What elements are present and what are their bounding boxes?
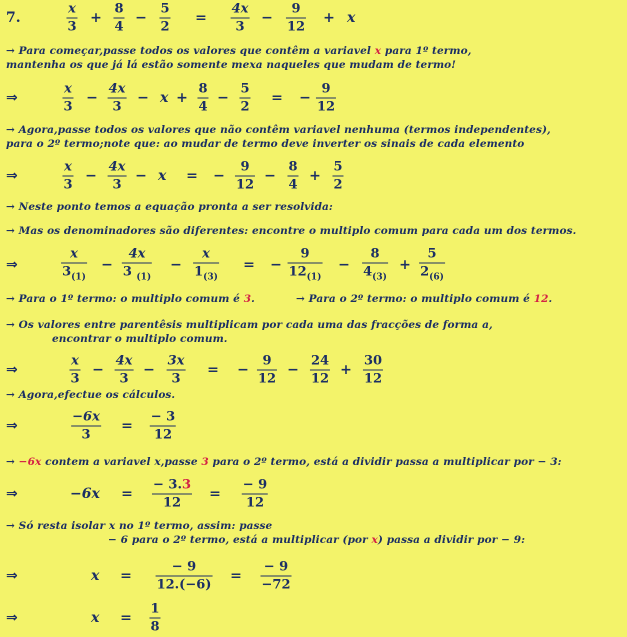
- equals-sign: =: [121, 486, 133, 502]
- minus-sign: −: [135, 10, 147, 26]
- fraction: 9 12: [286, 1, 306, 35]
- fraction: −6x 3: [72, 409, 100, 443]
- minus-sign: −: [299, 90, 311, 106]
- note-line: → Para o 2º termo: o multiplo comum é 12.: [296, 292, 553, 305]
- minus-sign: −: [137, 90, 149, 106]
- note-line: para o 2º termo;note que: ao mudar de termo deve inverter os sinais de cada elemento: [6, 137, 525, 150]
- equals-sign: =: [120, 610, 132, 626]
- fraction: 30 12: [363, 353, 383, 387]
- minus-sign: −: [143, 362, 155, 378]
- fraction: 9 $12_{(1)}$: [288, 246, 322, 283]
- fraction: 9 12: [316, 81, 336, 115]
- equals-sign: =: [209, 486, 221, 502]
- implies-arrow: ⇒: [6, 486, 18, 502]
- fraction: − 9 −72: [261, 559, 291, 593]
- fraction: x 3: [63, 81, 73, 115]
- note-line: mantenha os que já lá estão somente mexa naqueles que mudam de termo!: [6, 58, 456, 71]
- equals-sign: =: [186, 168, 198, 184]
- implies-arrow: ⇒: [6, 90, 18, 106]
- implies-arrow: ⇒: [6, 168, 18, 184]
- fraction: 5 2: [333, 159, 343, 193]
- fraction: 5 2: [240, 81, 250, 115]
- fraction: 8 4: [288, 159, 298, 193]
- problem-number: 7.: [6, 10, 21, 26]
- note-line: → Os valores entre parentêsis multiplicam por cada uma das fracções de forma a,: [6, 318, 493, 331]
- fraction: 3x 3: [167, 353, 185, 387]
- note-line: → Mas os denominadores são diferentes: encontre o multiplo comum para cada um dos termos.: [6, 224, 577, 237]
- lhs-term: x: [91, 610, 100, 626]
- fraction: 8 $4_{(3)}$: [363, 246, 387, 283]
- fraction: 24 12: [310, 353, 330, 387]
- minus-sign: −: [261, 10, 273, 26]
- note-line: → Para começar,passe todos os valores que contêm a variavel x para 1º termo,: [6, 44, 472, 57]
- plus-sign: +: [176, 90, 188, 106]
- fraction: − 3 12: [150, 409, 176, 443]
- fraction: x 3: [67, 1, 77, 35]
- note-line: → Só resta isolar x no 1º termo, assim: passe: [6, 519, 273, 532]
- minus-sign: −: [338, 257, 350, 273]
- fraction: − 9 12: [242, 477, 268, 511]
- minus-sign: −: [170, 257, 182, 273]
- equals-sign: =: [195, 10, 207, 26]
- fraction: − 3.3 12: [152, 477, 192, 511]
- fraction: 8 4: [198, 81, 208, 115]
- minus-sign: −: [92, 362, 104, 378]
- minus-sign: −: [85, 168, 97, 184]
- implies-arrow: ⇒: [6, 418, 18, 434]
- equals-sign: =: [230, 568, 242, 584]
- fraction: − 9 12.(−6): [156, 559, 212, 593]
- equals-sign: =: [271, 90, 283, 106]
- implies-arrow: ⇒: [6, 610, 18, 626]
- plus-sign: +: [309, 168, 321, 184]
- implies-arrow: ⇒: [6, 257, 18, 273]
- minus-sign: −: [237, 362, 249, 378]
- note-line: → Neste ponto temos a equação pronta a ser resolvida:: [6, 200, 333, 213]
- fraction: 4x 3: [108, 159, 126, 193]
- variable: x: [347, 10, 356, 26]
- minus-sign: −: [101, 257, 113, 273]
- fraction: x 3: [63, 159, 73, 193]
- note-line: → Para o 1º termo: o multiplo comum é 3.: [6, 292, 255, 305]
- minus-sign: −: [135, 168, 147, 184]
- minus-sign: −: [213, 168, 225, 184]
- fraction: 5 2: [160, 1, 170, 35]
- minus-sign: −: [217, 90, 229, 106]
- plus-sign: +: [399, 257, 411, 273]
- plus-sign: +: [340, 362, 352, 378]
- minus-sign: −: [264, 168, 276, 184]
- fraction: 8 4: [114, 1, 124, 35]
- note-line: encontrar o multiplo comum.: [52, 332, 228, 345]
- equals-sign: =: [120, 568, 132, 584]
- fraction: 9 12: [235, 159, 255, 193]
- fraction: 9 12: [257, 353, 277, 387]
- plus-sign: +: [90, 10, 102, 26]
- fraction: 1 8: [150, 601, 160, 635]
- equals-sign: =: [207, 362, 219, 378]
- fraction: 5 $2_{(6)}$: [420, 246, 444, 283]
- fraction: 4x 3: [115, 353, 133, 387]
- implies-arrow: ⇒: [6, 362, 18, 378]
- minus-sign: −: [287, 362, 299, 378]
- lhs-term: −6x: [70, 486, 100, 502]
- fraction: 4x 3: [231, 1, 249, 35]
- plus-sign: +: [323, 10, 335, 26]
- equals-sign: =: [243, 257, 255, 273]
- note-line: → −6x contem a variavel x,passe 3 para o 2º termo, está a dividir passa a multiplicar por − 3:: [6, 455, 562, 468]
- fraction: x 3: [70, 353, 80, 387]
- lhs-term: x: [91, 568, 100, 584]
- minus-sign: −: [86, 90, 98, 106]
- implies-arrow: ⇒: [6, 568, 18, 584]
- minus-sign: −: [270, 257, 282, 273]
- equals-sign: =: [121, 418, 133, 434]
- variable: x: [160, 90, 169, 106]
- fraction: 4x 3 $_{(1)}$: [122, 246, 152, 283]
- note-line: − 6 para o 2º termo, está a multiplicar (por x) passa a dividir por − 9:: [108, 533, 526, 546]
- fraction: 4x 3: [108, 81, 126, 115]
- fraction: x $1_{(3)}$: [194, 246, 218, 283]
- note-line: → Agora,efectue os cálculos.: [6, 388, 176, 401]
- variable: x: [158, 168, 167, 184]
- note-line: → Agora,passe todos os valores que não contêm variavel nenhuma (termos independentes),: [6, 123, 551, 136]
- fraction: x $3_{(1)}$: [62, 246, 86, 283]
